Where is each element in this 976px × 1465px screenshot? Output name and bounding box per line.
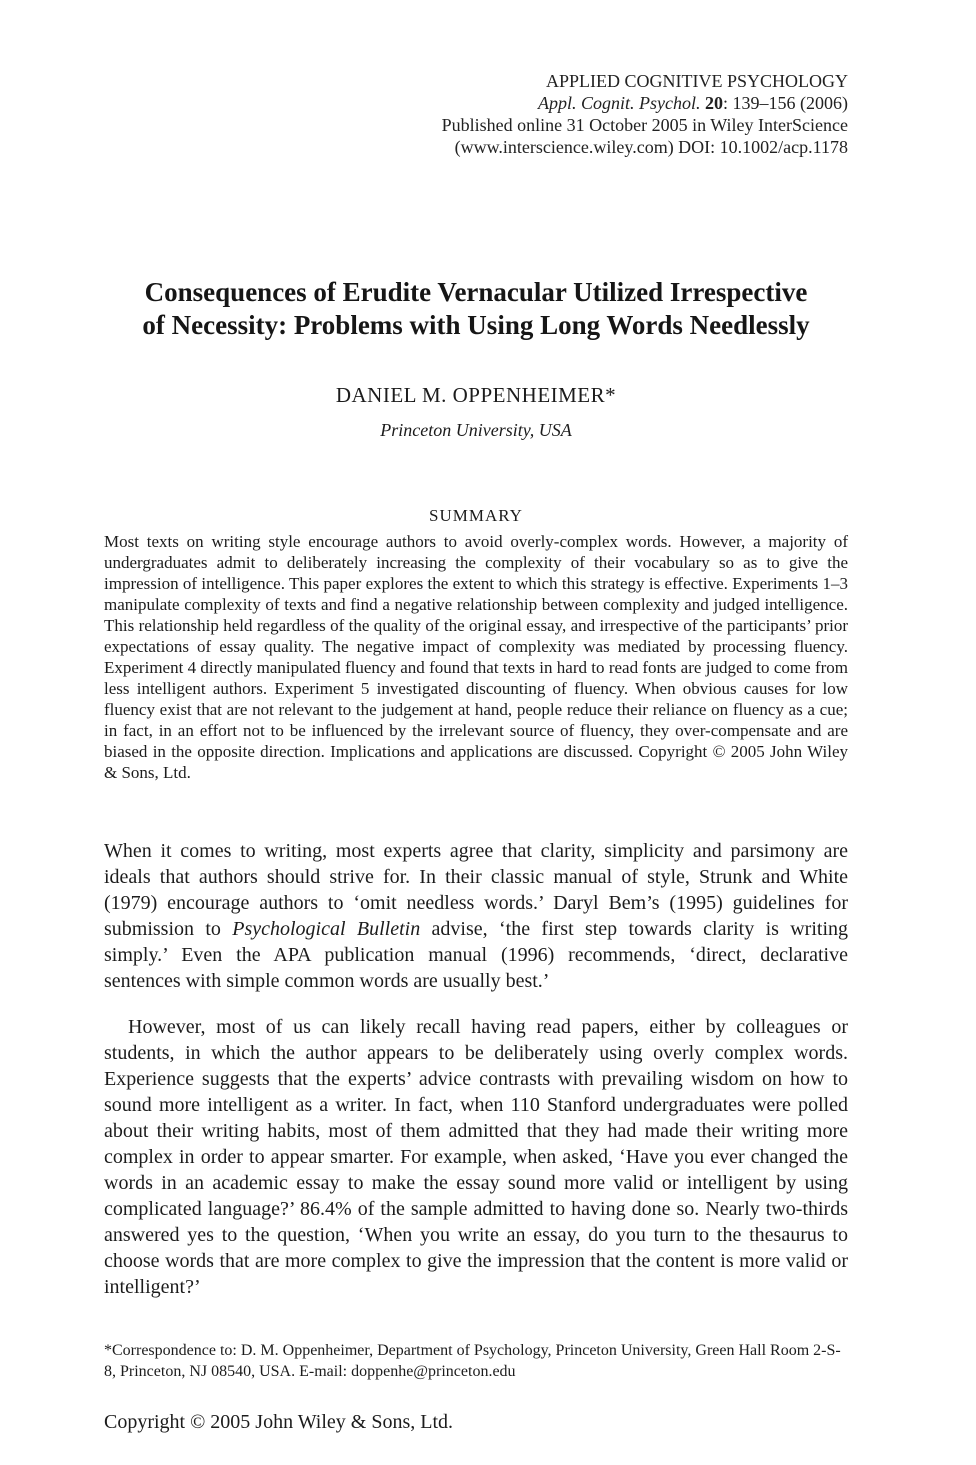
intro-paragraph-1 <box>104 838 848 994</box>
citation-pages-year: : 139–156 (2006) <box>723 93 848 113</box>
paper-title-line2: of Necessity: Problems with Using Long Words Needlessly <box>142 310 810 340</box>
paper-title <box>104 276 848 342</box>
summary-heading: SUMMARY <box>429 506 523 525</box>
intro-paragraph-1-tail: advise, ‘the first step towards clarity is writing simply.’ Even the APA publication manual (1996) recommends, ‘direct, declarative sentences with simple common words are usually best.’ <box>104 918 849 992</box>
author-name: DANIEL M. OPPENHEIMER* <box>335 383 617 407</box>
doi-line: (www.interscience.wiley.com) DOI: 10.1002/acp.1178 <box>454 137 848 157</box>
citation-volume: 20 <box>705 93 723 113</box>
citation-journal-abbrev: Appl. Cognit. Psychol. <box>538 93 701 113</box>
journal-title-italic: Psychological Bulletin <box>232 918 421 940</box>
intro-paragraph-2: However, most of us can likely recall having read papers, either by colleagues or students, in which the author appears to be deliberately using overly complex words. Experience suggests that the experts’ advice contrasts with prevailing wisdom on how to sound more intelligent as a writer. In fact, when 110 Stanford undergraduates were polled about their writing habits, most of them admitted that they had made their writing more complex in order to appear smarter. For example, when asked, ‘Have you ever changed the words in an academic essay to make the essay sound more valid or intelligent by using complicated language?’ 86.4% of the sample admitted to having done so. Nearly two-thirds answered yes to the question, ‘When you write an essay, do you turn to the thesaurus to choose words that are more complex to give the impression that the content is more valid or intelligent?’ <box>104 1016 848 1298</box>
paper-title-line1: Consequences of Erudite Vernacular Utilized Irrespective <box>144 277 808 307</box>
author-affiliation: Princeton University, USA <box>380 420 572 440</box>
text-block <box>104 0 848 1434</box>
journal-name: APPLIED COGNITIVE PSYCHOLOGY <box>545 71 848 91</box>
copyright-line: Copyright © 2005 John Wiley & Sons, Ltd. <box>104 1411 454 1433</box>
correspondence-footnote: *Correspondence to: D. M. Oppenheimer, Department of Psychology, Princeton University, Green Hall Room 2-S-8, Princeton, NJ 08540, USA. E-mail: doppenhe@princeton.edu <box>104 1342 841 1380</box>
intro-paragraph-1-lead: When it comes to writing, most experts agree that clarity, simplicity and parsimony are ideals that authors should strive for. In their classic manual of style, Strunk and White (1979) encourage authors to ‘omit needless words.’ Daryl Bem’s (1995) guidelines for submission to <box>104 840 848 940</box>
summary-text: Most texts on writing style encourage authors to avoid overly-complex words. However, a majority of undergraduates admit to deliberately increasing the complexity of their vocabulary so as to give the impression of intelligence. This paper explores the extent to which this strategy is effective. Experiments 1–3 manipulate complexity of texts and find a negative relationship between complexity and judged intelligence. This relationship held regardless of the quality of the original essay, and irrespective of the participants’ prior expectations of essay quality. The negative impact of complexity was mediated by processing fluency. Experiment 4 directly manipulated fluency and found that texts in hard to read fonts are judged to come from less intelligent authors. Experiment 5 investigated discounting of fluency. When obvious causes for low fluency exist that are not relevant to the judgement at hand, people reduce their reliance on fluency as a cue; in fact, in an effort not to be influenced by the irrelevant source of fluency, they over-compensate and are biased in the opposite direction. Implications and applications are discussed. Copyright © 2005 John Wiley & Sons, Ltd. <box>104 532 848 782</box>
published-online-line: Published online 31 October 2005 in Wiley InterScience <box>441 115 848 135</box>
citation-line <box>104 92 848 114</box>
journal-header <box>104 70 848 158</box>
